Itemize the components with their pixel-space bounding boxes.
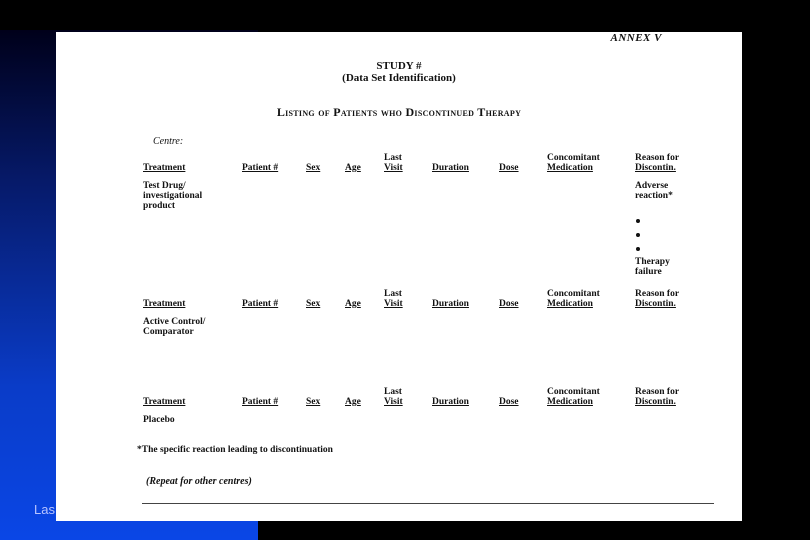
header-duration-3: Duration <box>432 397 469 407</box>
header-reason-3: Reason for Discontin. <box>635 387 680 407</box>
header-reason-2: Reason for Discontin. <box>635 289 680 309</box>
data-set-identification: (Data Set Identification) <box>342 72 456 84</box>
reason-therapy-failure: Therapy failure <box>635 257 670 277</box>
slide-footer-text: Las <box>34 502 55 517</box>
bottom-rule <box>142 503 714 504</box>
header-last-visit: Last Visit <box>384 153 403 173</box>
header-last-visit-3: Last Visit <box>384 387 403 407</box>
page-title: Listing of Patients who Discontinued Therapy <box>276 105 522 119</box>
bullet-3 <box>636 247 640 251</box>
header-sex: Sex <box>306 163 321 173</box>
header-patient: Patient # <box>242 163 279 173</box>
header-concomitant-medication-3: Concomitant Medication <box>547 387 600 407</box>
document-page <box>56 32 742 521</box>
header-concomitant-medication-2: Concomitant Medication <box>547 289 600 309</box>
header-treatment-2: Treatment <box>143 299 186 309</box>
header-dose: Dose <box>499 163 519 173</box>
header-patient-3: Patient # <box>242 397 279 407</box>
centre-label: Centre: <box>153 136 184 147</box>
header-sex-2: Sex <box>306 299 321 309</box>
header-duration-2: Duration <box>432 299 469 309</box>
header-age-2: Age <box>345 299 361 309</box>
header-age: Age <box>345 163 361 173</box>
annex-label: ANNEX V <box>610 32 662 44</box>
header-dose-3: Dose <box>499 397 519 407</box>
repeat-note: (Repeat for other centres) <box>146 476 252 487</box>
reason-adverse-reaction: Adverse reaction* <box>635 181 673 201</box>
header-reason: Reason for Discontin. <box>635 153 680 173</box>
header-sex-3: Sex <box>306 397 321 407</box>
bullet-1 <box>636 219 640 223</box>
study-number: STUDY # <box>376 60 422 72</box>
treatment-active-control: Active Control/ Comparator <box>143 317 206 337</box>
header-dose-2: Dose <box>499 299 519 309</box>
treatment-placebo: Placebo <box>143 415 175 425</box>
treatment-test-drug: Test Drug/ investigational product <box>143 181 203 211</box>
header-treatment-3: Treatment <box>143 397 186 407</box>
header-concomitant-medication: Concomitant Medication <box>547 153 600 173</box>
footnote: *The specific reaction leading to discontinuation <box>137 445 333 455</box>
header-patient-2: Patient # <box>242 299 279 309</box>
header-last-visit-2: Last Visit <box>384 289 403 309</box>
header-treatment: Treatment <box>143 163 186 173</box>
header-age-3: Age <box>345 397 361 407</box>
header-duration: Duration <box>432 163 469 173</box>
bullet-2 <box>636 233 640 237</box>
